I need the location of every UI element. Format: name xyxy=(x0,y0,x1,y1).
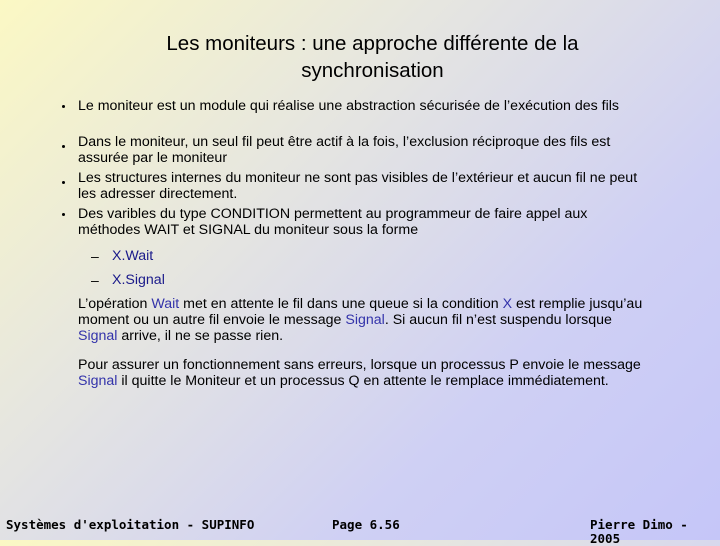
bullet-item-3: Les structures internes du moniteur ne sont pas visibles de l’extérieur et aucun fil ne peut les adresser directement. xyxy=(78,170,638,203)
keyword-x: X xyxy=(502,296,513,312)
keyword-wait: Wait xyxy=(151,296,180,312)
text-run: met en attente le fil dans une queue si la condition xyxy=(179,296,503,312)
text-run: est remplie jusqu’au moment ou un autre fil envoie le message xyxy=(78,296,643,329)
bullet-item-4: Des varibles du type CONDITION permettent au programmeur de faire appel aux méthodes WAIT et SIGNAL du moniteur sous la forme xyxy=(78,206,588,239)
paragraph-signal-explanation xyxy=(78,357,653,389)
bullet-item-2: Dans le moniteur, un seul fil peut être actif à la fois, l’exclusion réciproque des fils est assurée par le moniteur xyxy=(78,134,611,167)
paragraph-wait-explanation xyxy=(78,296,653,345)
keyword-signal: Signal xyxy=(78,328,118,345)
sub-item-dash: – xyxy=(91,248,99,264)
footer-page-number: Page 6.56 xyxy=(332,517,400,532)
footer-right: Pierre Dimo - 2005 xyxy=(590,517,688,546)
bullet-dot-icon xyxy=(62,145,65,148)
sub-item-dash: – xyxy=(91,272,99,288)
bullet-item-1: Le moniteur est un module qui réalise une abstraction sécurisée de l’exécution des fils xyxy=(78,98,620,114)
keyword-signal: Signal xyxy=(78,373,118,390)
text-run: Pour assurer un fonctionnement sans erreurs, lorsque un processus P envoie le message xyxy=(78,357,641,373)
bullet-dot-icon xyxy=(62,213,65,216)
text-run: . Si aucun fil n’est suspendu lorsque xyxy=(384,312,612,329)
sub-item-wait: X.Wait xyxy=(112,248,154,264)
text-run: arrive, il ne se passe rien. xyxy=(117,328,284,345)
slide-title xyxy=(80,30,665,84)
slide-title-line1: Les moniteurs : une approche différente de la xyxy=(166,32,579,55)
keyword-signal: Signal xyxy=(345,312,385,329)
sub-item-signal: X.Signal xyxy=(112,272,165,288)
bullet-dot-icon xyxy=(62,105,65,108)
text-run: il quitte le Moniteur et un processus Q en attente le remplace immédiatement. xyxy=(117,373,609,390)
footer-left: Systèmes d'exploitation - SUPINFO xyxy=(6,517,255,532)
slide-title-line2: synchronisation xyxy=(301,59,444,82)
bullet-dot-icon xyxy=(62,181,65,184)
text-run: L’opération xyxy=(78,296,152,312)
